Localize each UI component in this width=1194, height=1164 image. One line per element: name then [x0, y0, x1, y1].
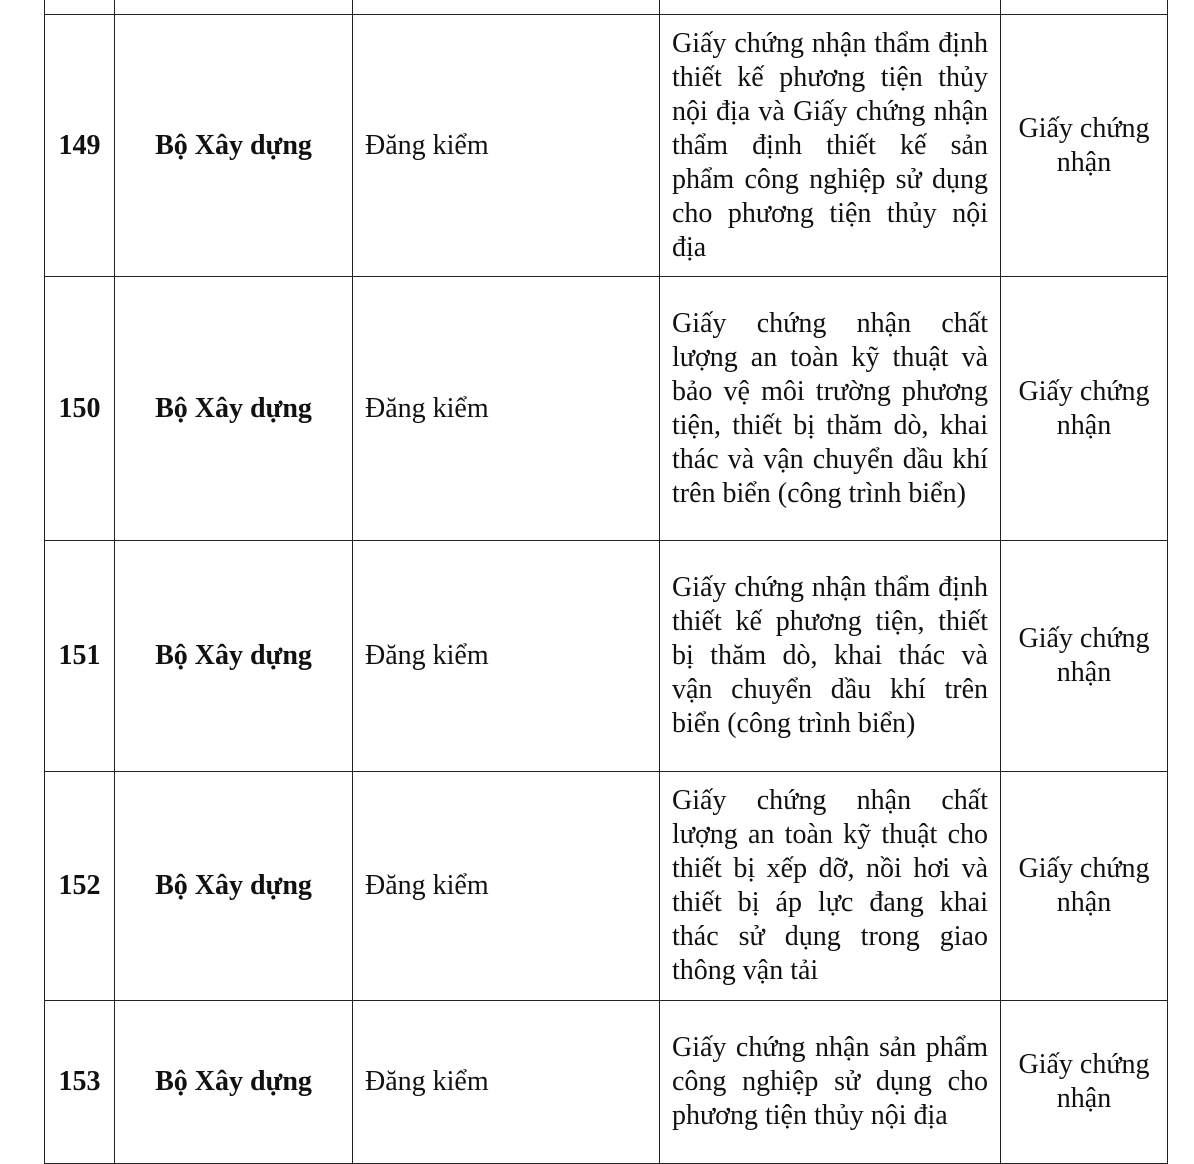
row-number: 150 [45, 277, 115, 541]
ministry-cell: Bộ Xây dựng [115, 772, 353, 1001]
table-row [45, 277, 1168, 541]
table-row [45, 772, 1168, 1001]
document-name-cell: Giấy chứng nhận chất lượng an toàn kỹ thuật và bảo vệ môi trường phương tiện, thiết bị thăm dò, khai thác và vận chuyển dầu khí trên biển (công trình biển) [660, 277, 1001, 541]
certificate-table [44, 0, 1168, 1164]
table-row [45, 15, 1168, 277]
document-type-cell: Giấy chứng nhận [1001, 772, 1168, 1001]
row-number: 153 [45, 1001, 115, 1164]
table-body [45, 0, 1168, 1164]
cell-empty [660, 0, 1001, 15]
document-name-cell: Giấy chứng nhận sản phẩm công nghiệp sử dụng cho phương tiện thủy nội địa [660, 1001, 1001, 1164]
ministry-cell: Bộ Xây dựng [115, 541, 353, 772]
cell-empty [45, 0, 115, 15]
cell-empty [115, 0, 353, 15]
document-name-cell: Giấy chứng nhận thẩm định thiết kế phương tiện, thiết bị thăm dò, khai thác và vận chuyển dầu khí trên biển (công trình biển) [660, 541, 1001, 772]
document-type-cell: Giấy chứng nhận [1001, 541, 1168, 772]
ministry-cell: Bộ Xây dựng [115, 15, 353, 277]
table-row-partial [45, 0, 1168, 15]
cell-empty [1001, 0, 1168, 15]
field-cell: Đăng kiểm [353, 1001, 660, 1164]
ministry-cell: Bộ Xây dựng [115, 1001, 353, 1164]
field-cell: Đăng kiểm [353, 772, 660, 1001]
cell-empty [353, 0, 660, 15]
document-name-cell: Giấy chứng nhận thẩm định thiết kế phương tiện thủy nội địa và Giấy chứng nhận thẩm định thiết kế sản phẩm công nghiệp sử dụng cho phương tiện thủy nội địa [660, 15, 1001, 277]
document-type-cell: Giấy chứng nhận [1001, 15, 1168, 277]
document-type-cell: Giấy chứng nhận [1001, 277, 1168, 541]
row-number: 151 [45, 541, 115, 772]
row-number: 152 [45, 772, 115, 1001]
field-cell: Đăng kiểm [353, 15, 660, 277]
ministry-cell: Bộ Xây dựng [115, 277, 353, 541]
table-row [45, 1001, 1168, 1164]
document-type-cell: Giấy chứng nhận [1001, 1001, 1168, 1164]
document-name-cell: Giấy chứng nhận chất lượng an toàn kỹ thuật cho thiết bị xếp dỡ, nồi hơi và thiết bị áp lực đang khai thác sử dụng trong giao thông vận tải [660, 772, 1001, 1001]
table-row [45, 541, 1168, 772]
field-cell: Đăng kiểm [353, 541, 660, 772]
field-cell: Đăng kiểm [353, 277, 660, 541]
row-number: 149 [45, 15, 115, 277]
